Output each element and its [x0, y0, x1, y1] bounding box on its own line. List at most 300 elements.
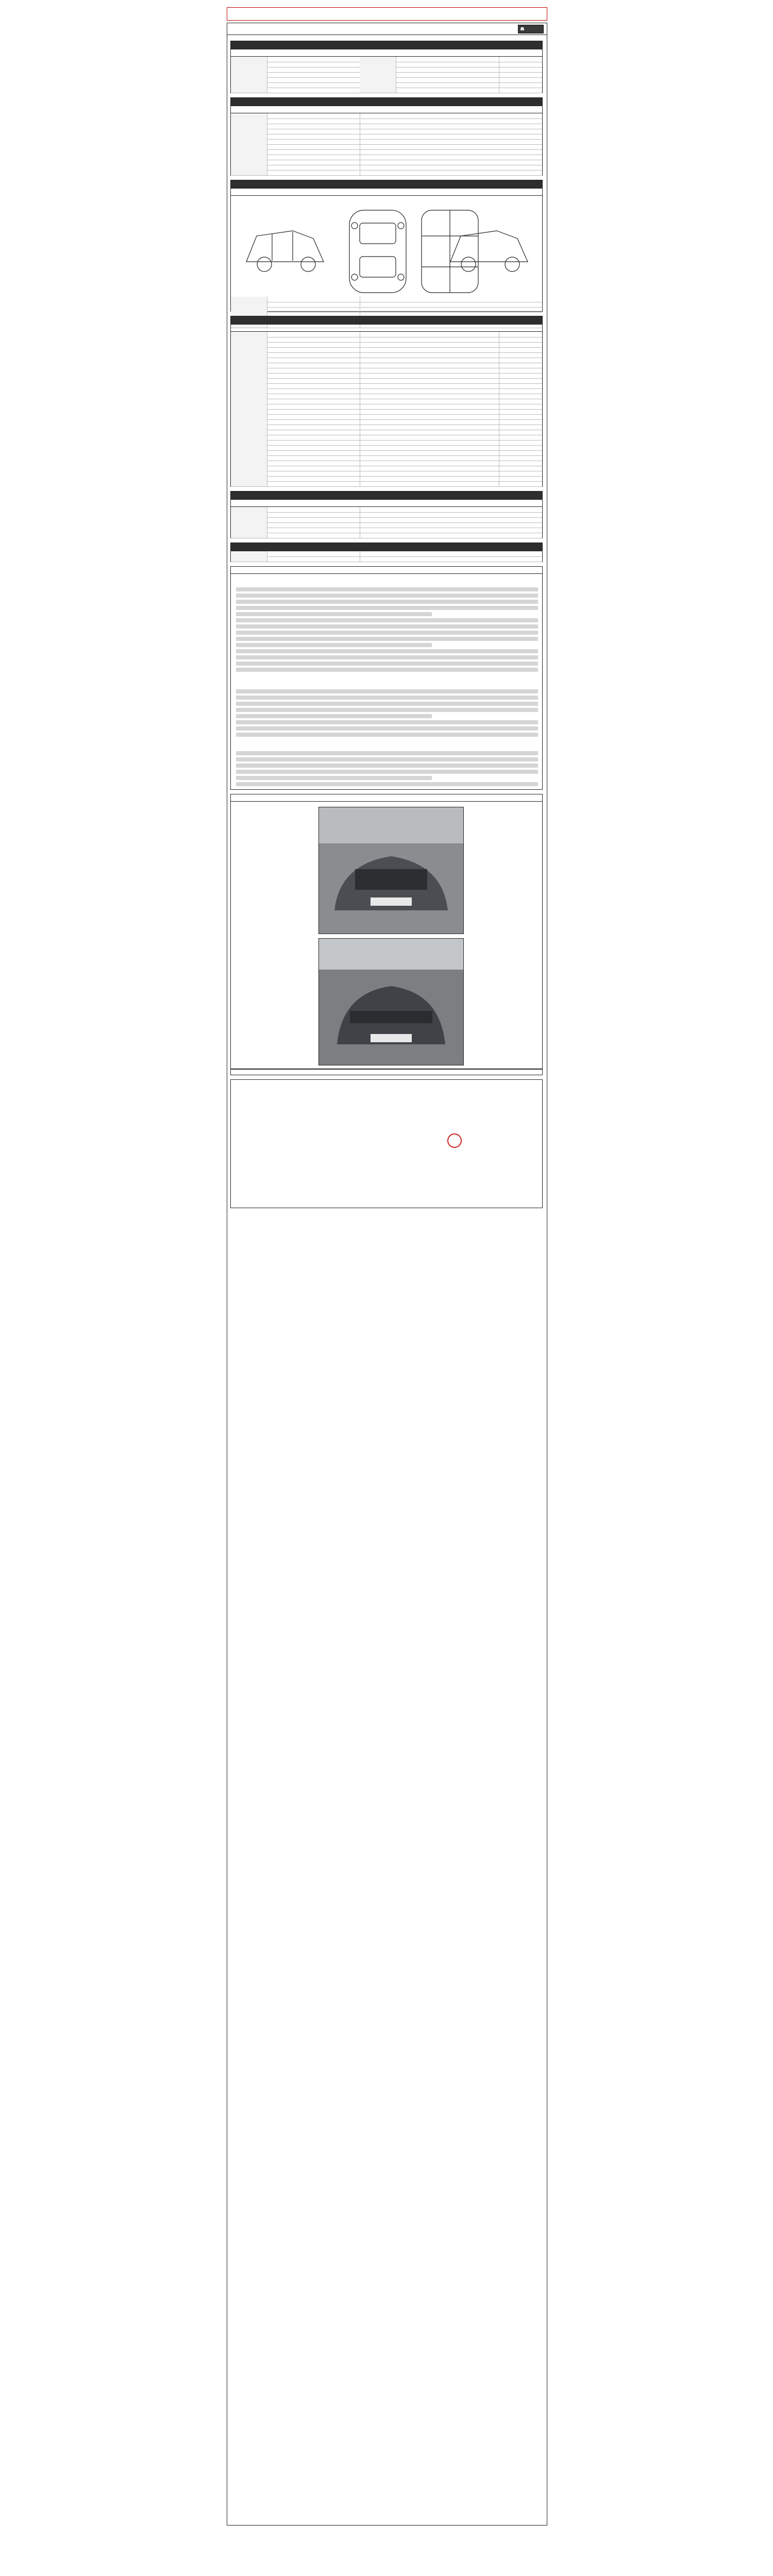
text-line-placeholder: [236, 662, 538, 666]
status-value: [396, 440, 499, 445]
field-label: [231, 144, 267, 149]
item-label: [267, 430, 360, 435]
item-label: [267, 419, 360, 425]
field-value: [267, 533, 360, 538]
item-label: [267, 332, 360, 337]
field-label: [231, 139, 267, 144]
group-label: [231, 337, 267, 342]
field-note: [499, 149, 543, 155]
field-note: [499, 307, 543, 312]
field-note: [499, 476, 543, 481]
text-line-placeholder: [236, 624, 538, 629]
text-line-placeholder: [236, 643, 432, 647]
field-note: [499, 352, 543, 358]
field-value: [267, 57, 360, 62]
field-label: [231, 160, 267, 165]
status-value: [396, 425, 499, 430]
field-note: [499, 139, 543, 144]
group-label: [231, 450, 267, 455]
detail-status-heading: [230, 316, 543, 324]
field-label: [231, 118, 267, 124]
photos-panel: [230, 801, 543, 1069]
field-value: [267, 72, 360, 77]
field-label: [231, 124, 267, 129]
field-value: [396, 88, 499, 93]
detail-status-table: [230, 331, 543, 487]
text-line-placeholder: [236, 770, 538, 774]
general-status-subheading: [230, 106, 543, 113]
field-value: [267, 522, 360, 528]
report-header: [227, 23, 547, 35]
field-note: [499, 409, 543, 414]
field-note: [499, 363, 543, 368]
group-label: [231, 414, 267, 419]
table-row: [231, 533, 542, 538]
signature-row: [251, 1134, 530, 1142]
item-label: [267, 471, 360, 476]
text-line-placeholder: [236, 696, 538, 700]
item-label: [267, 440, 360, 445]
text-line-placeholder: [236, 637, 538, 641]
field-note: [499, 481, 543, 486]
group-label: [231, 481, 267, 486]
field-label: [231, 155, 267, 160]
status-value: [396, 471, 499, 476]
field-value: [267, 118, 360, 124]
text-line-placeholder: [236, 702, 538, 706]
group-label: [231, 383, 267, 388]
group-label: [231, 394, 267, 399]
field-note: [499, 471, 543, 476]
field-value: [267, 82, 360, 88]
field-value: [267, 528, 360, 533]
field-label: [231, 129, 267, 134]
table-row: [231, 170, 542, 176]
field-note: [499, 368, 543, 373]
status-value: [396, 414, 499, 419]
status-value: [396, 455, 499, 461]
status-value: [396, 373, 499, 378]
table-row: [231, 556, 542, 562]
field-value: [267, 170, 360, 175]
field-note: [499, 302, 543, 307]
field-note: [499, 450, 543, 455]
group-label: [231, 435, 267, 440]
field-label: [231, 57, 267, 62]
group-label: [231, 368, 267, 373]
text-line-placeholder: [236, 751, 538, 755]
text-line-placeholder: [236, 668, 538, 672]
special-notes-table: [230, 551, 543, 562]
item-label: [267, 404, 360, 409]
field-note: [499, 517, 543, 522]
field-note: [499, 461, 543, 466]
field-note: [499, 144, 543, 149]
status-value: [396, 461, 499, 466]
text-line-placeholder: [236, 720, 538, 724]
field-note: [499, 134, 543, 139]
status-value: [396, 337, 499, 342]
field-label: [231, 517, 267, 522]
status-value: [396, 347, 499, 352]
status-value: [396, 358, 499, 363]
group-label: [231, 342, 267, 347]
signature-heading-1: [231, 1084, 542, 1090]
field-value: [267, 129, 360, 134]
item-label: [267, 352, 360, 358]
group-label: [231, 388, 267, 394]
car-underbody-view: [422, 210, 478, 293]
status-value: [396, 435, 499, 440]
field-value: [267, 113, 360, 118]
field-value: [267, 77, 360, 82]
accident-diagram-panel: [230, 195, 543, 312]
status-value: [396, 378, 499, 383]
group-label: [231, 461, 267, 466]
field-note: [499, 373, 543, 378]
field-value: [267, 139, 360, 144]
field-value: [267, 149, 360, 155]
field-label: [231, 307, 267, 312]
status-value: [396, 363, 499, 368]
field-value: [267, 144, 360, 149]
status-value: [396, 394, 499, 399]
text-line-placeholder: [236, 594, 538, 598]
item-label: [267, 368, 360, 373]
field-value: [267, 165, 360, 170]
field-note: [499, 419, 543, 425]
field-note: [499, 165, 543, 170]
options-subheading: [230, 499, 543, 506]
group-label: [231, 455, 267, 461]
document-title: [230, 25, 395, 32]
field-value: [267, 517, 360, 522]
signature-b: [365, 1134, 489, 1142]
field-label: [231, 149, 267, 155]
signature-row: [251, 1152, 530, 1159]
field-label: [360, 62, 396, 67]
field-label: [360, 57, 396, 62]
notice-body: [230, 573, 543, 790]
field-note: [499, 358, 543, 363]
status-value: [396, 404, 499, 409]
field-label: [231, 533, 267, 538]
field-value: [267, 67, 360, 72]
status-value: [396, 481, 499, 486]
field-label: [360, 72, 396, 77]
signature-footer-3: [231, 1196, 542, 1202]
item-label: [267, 378, 360, 383]
field-label: [231, 82, 267, 88]
field-note: [499, 170, 543, 175]
group-label: [231, 399, 267, 404]
field-label: [231, 556, 267, 562]
item-label: [267, 414, 360, 419]
group-label: [231, 363, 267, 368]
item-label: [267, 425, 360, 430]
group-label: [231, 352, 267, 358]
printer-icon: [520, 27, 525, 31]
item-label: [267, 363, 360, 368]
status-value: [396, 342, 499, 347]
item-label: [267, 445, 360, 450]
group-label: [231, 430, 267, 435]
field-label: [360, 88, 396, 93]
status-value: [396, 450, 499, 455]
field-value: [267, 307, 360, 312]
options-heading: [230, 491, 543, 499]
field-label: [231, 72, 267, 77]
field-label: [360, 67, 396, 72]
signature-a: [251, 1117, 355, 1124]
text-line-placeholder: [236, 782, 538, 786]
status-value: [396, 476, 499, 481]
field-label: [231, 522, 267, 528]
field-note: [499, 378, 543, 383]
item-label: [267, 388, 360, 394]
print-button[interactable]: [518, 25, 544, 33]
options-table: [230, 506, 543, 538]
text-line-placeholder: [236, 600, 538, 604]
status-value: [396, 352, 499, 358]
field-note: [499, 337, 543, 342]
field-label: [360, 77, 396, 82]
field-note: [499, 388, 543, 394]
group-label: [231, 409, 267, 414]
field-label: [231, 62, 267, 67]
accident-status-subheading: [230, 188, 543, 195]
text-line-placeholder: [236, 649, 538, 653]
field-label: [231, 507, 267, 512]
group-label: [231, 378, 267, 383]
field-note: [499, 435, 543, 440]
field-value: [267, 507, 360, 512]
field-label: [231, 528, 267, 533]
field-value: [267, 556, 360, 562]
status-value: [396, 388, 499, 394]
signature-a: [251, 1152, 355, 1159]
item-label: [267, 466, 360, 471]
field-note: [499, 332, 543, 337]
status-value: [396, 419, 499, 425]
item-label: [267, 409, 360, 414]
field-note: [499, 522, 543, 528]
item-label: [267, 347, 360, 352]
basic-info-table: [230, 56, 543, 93]
group-label: [231, 445, 267, 450]
vehicle-photo-front: [318, 807, 464, 934]
field-note: [499, 124, 543, 129]
field-value: [396, 67, 499, 72]
field-note: [499, 430, 543, 435]
signature-a: [251, 1134, 355, 1142]
text-line-placeholder: [236, 757, 538, 761]
group-label: [231, 476, 267, 481]
vehicle-photo-rear: [318, 938, 464, 1065]
field-note: [499, 466, 543, 471]
status-value: [396, 332, 499, 337]
inspection-report: [227, 23, 547, 2526]
field-note: [499, 440, 543, 445]
text-line-placeholder: [236, 764, 538, 768]
field-value: [267, 302, 360, 307]
field-label: [231, 113, 267, 118]
field-value: [267, 551, 360, 556]
table-row: [231, 481, 542, 487]
field-value: [396, 72, 499, 77]
field-note: [499, 507, 543, 512]
signature-heading-2: [231, 1090, 542, 1096]
field-note: [499, 425, 543, 430]
signature-c: [494, 1134, 530, 1142]
field-note: [499, 414, 543, 419]
field-note: [499, 383, 543, 388]
status-value: [396, 399, 499, 404]
field-note: [499, 113, 543, 118]
text-line-placeholder: [236, 776, 432, 780]
group-label: [231, 419, 267, 425]
photos-heading: [230, 794, 543, 801]
field-label: [231, 551, 267, 556]
group-label: [231, 404, 267, 409]
text-line-placeholder: [236, 714, 432, 718]
field-note: [499, 528, 543, 533]
table-row: [231, 88, 542, 93]
group-label: [231, 347, 267, 352]
field-label: [231, 134, 267, 139]
text-line-placeholder: [236, 606, 538, 610]
car-right-view: [450, 231, 528, 272]
signature-footer-1: [231, 1178, 542, 1184]
notice-heading: [230, 566, 543, 573]
signature-c: [494, 1152, 530, 1159]
field-value: [267, 297, 360, 302]
field-note: [499, 455, 543, 461]
field-value: [267, 134, 360, 139]
field-label: [360, 82, 396, 88]
group-label: [231, 440, 267, 445]
text-line-placeholder: [236, 726, 538, 731]
field-note: [499, 445, 543, 450]
status-value: [396, 430, 499, 435]
field-note: [499, 347, 543, 352]
field-note: [499, 533, 543, 538]
item-label: [267, 358, 360, 363]
item-label: [267, 337, 360, 342]
signature-b: [365, 1152, 489, 1159]
status-value: [396, 445, 499, 450]
field-label: [231, 512, 267, 517]
field-label: [231, 165, 267, 170]
field-value: [396, 77, 499, 82]
field-note: [499, 399, 543, 404]
group-label: [231, 466, 267, 471]
text-line-placeholder: [236, 689, 538, 693]
field-note: [499, 160, 543, 165]
field-label: [231, 77, 267, 82]
item-label: [267, 399, 360, 404]
field-label: [231, 88, 267, 93]
general-status-table: [230, 113, 543, 176]
item-label: [267, 455, 360, 461]
field-note: [499, 129, 543, 134]
text-line-placeholder: [236, 612, 432, 616]
signature-b: [365, 1117, 489, 1124]
field-note: [499, 118, 543, 124]
field-label: [231, 170, 267, 175]
item-label: [267, 461, 360, 466]
field-label: [231, 67, 267, 72]
field-value: [396, 57, 499, 62]
special-notes-heading: [230, 543, 543, 551]
group-label: [231, 373, 267, 378]
signature-row: [251, 1117, 530, 1124]
group-label: [231, 471, 267, 476]
status-value: [396, 383, 499, 388]
field-value: [267, 512, 360, 517]
accident-summary: [231, 297, 542, 312]
field-note: [499, 404, 543, 409]
signature-panel: [230, 1079, 543, 1208]
status-value: [396, 368, 499, 373]
field-value: [267, 88, 360, 93]
field-note: [499, 512, 543, 517]
field-label: [231, 297, 267, 302]
field-value: [267, 124, 360, 129]
car-top-view: [349, 210, 406, 293]
item-label: [267, 481, 360, 486]
text-line-placeholder: [236, 655, 538, 659]
basic-info-heading: [230, 41, 543, 49]
field-value: [267, 62, 360, 67]
signature-footer-2: [231, 1184, 542, 1190]
accident-status-heading: [230, 180, 543, 188]
group-label: [231, 425, 267, 430]
notice-banner: [227, 7, 547, 21]
text-line-placeholder: [236, 618, 538, 622]
item-label: [267, 450, 360, 455]
photos-footer: [230, 1069, 543, 1075]
signature-c: [494, 1117, 530, 1124]
status-value: [396, 466, 499, 471]
field-note: [499, 342, 543, 347]
detail-status-subheading: [230, 324, 543, 331]
status-value: [396, 409, 499, 414]
group-label: [231, 358, 267, 363]
field-note: [499, 155, 543, 160]
text-line-placeholder: [236, 733, 538, 737]
general-status-heading: [230, 97, 543, 106]
signature-date: [231, 1103, 542, 1109]
group-label: [231, 332, 267, 337]
field-note: [499, 297, 543, 302]
item-label: [267, 342, 360, 347]
field-value: [267, 160, 360, 165]
official-stamp: [447, 1133, 462, 1148]
field-value: [267, 155, 360, 160]
item-label: [267, 394, 360, 399]
item-label: [267, 435, 360, 440]
field-value: [396, 82, 499, 88]
text-line-placeholder: [236, 708, 538, 712]
car-left-view: [246, 231, 324, 272]
text-line-placeholder: [236, 587, 538, 591]
item-label: [267, 373, 360, 378]
text-line-placeholder: [236, 631, 538, 635]
basic-info-subheading: [230, 49, 543, 56]
item-label: [267, 383, 360, 388]
car-damage-diagram: [236, 200, 538, 298]
